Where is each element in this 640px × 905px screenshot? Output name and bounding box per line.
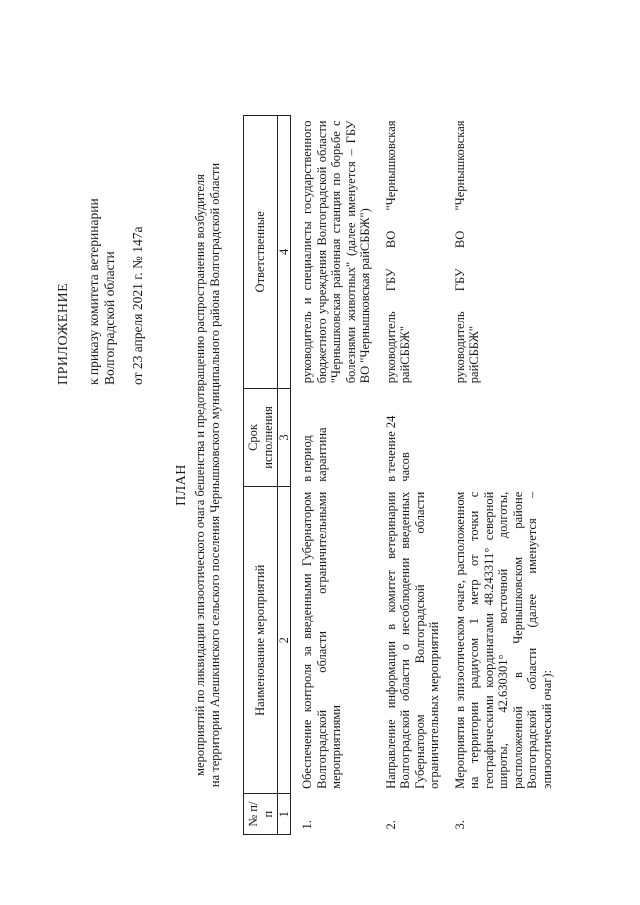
plan-subtitle bbox=[193, 95, 222, 855]
column-number: 3 bbox=[278, 388, 291, 487]
header-term: Срок исполнения bbox=[244, 388, 278, 487]
row-term bbox=[444, 388, 557, 487]
row-num: 2. bbox=[383, 820, 398, 830]
header-name: Наименование мероприятий bbox=[244, 487, 278, 794]
column-number: 2 bbox=[278, 487, 291, 794]
header-num: № п/п bbox=[244, 794, 278, 835]
column-number: 1 bbox=[278, 794, 291, 835]
row-resp: руководитель и специалисты государственного бюджетного учреждения Волгоградской области "Чернышковская районная станция по борьбе с болезнями животных" (далее именуется – ГБУ ВО "Чернышковская райСББЖ") bbox=[300, 120, 372, 384]
row-num: 3. bbox=[452, 820, 467, 830]
appendix-date: от 23 апреля 2021 г. № 147а bbox=[130, 226, 145, 385]
table-row bbox=[291, 116, 375, 835]
row-num: 1. bbox=[300, 820, 314, 830]
document-content bbox=[56, 25, 616, 875]
appendix-title: ПРИЛОЖЕНИЕ bbox=[56, 282, 71, 385]
row-term: в течение 24 часов bbox=[383, 415, 412, 482]
header-resp: Ответственные bbox=[244, 116, 278, 389]
row-resp: руководитель ГБУ ВО "Чернышковская райСББЖ" bbox=[383, 120, 412, 384]
plan-subtitle-line-2: на территории Алешкинского сельского поселения Чернышковского муниципального района Волгоградской области bbox=[207, 162, 222, 788]
row-resp: руководитель ГБУ ВО "Чернышковская райСББЖ" bbox=[452, 120, 481, 384]
row-term: в период карантина bbox=[300, 427, 329, 482]
appendix-block bbox=[56, 85, 146, 385]
row-name: Направление информации в комитет ветеринарии Волгоградской области о несоблюдении введенных Губернатором Волгоградской области ограничительных мероприятий bbox=[383, 491, 441, 789]
plan-title: ПЛАН bbox=[174, 464, 189, 506]
column-number: 4 bbox=[278, 116, 291, 389]
plan-subtitle-line-1: мероприятий по ликвидации эпизоотического очага бешенства и предотвращению распространения возбудителя bbox=[193, 174, 207, 776]
appendix-line-1: к приказу комитета ветеринарии bbox=[86, 198, 101, 385]
row-name: Обеспечение контроля за введенными Губернатором Волгоградской области ограничительными мероприятиями bbox=[300, 491, 343, 789]
table-row bbox=[444, 116, 557, 835]
table-row bbox=[375, 116, 444, 835]
row-name: Мероприятия в эпизоотическом очаге, расположенном на территории радиусом 1 метр от точки с географическими координатами 48.243311° северной широты, 42.630301° восточной долготы, расположенной в Чернышковском районе Волгоградской области (далее именуется – эпизоотический очаг): bbox=[452, 491, 554, 789]
column-number-row bbox=[278, 116, 291, 835]
plan-table bbox=[243, 115, 556, 835]
table-header-row bbox=[244, 116, 278, 835]
appendix-line-2: Волгоградской области bbox=[102, 251, 117, 385]
